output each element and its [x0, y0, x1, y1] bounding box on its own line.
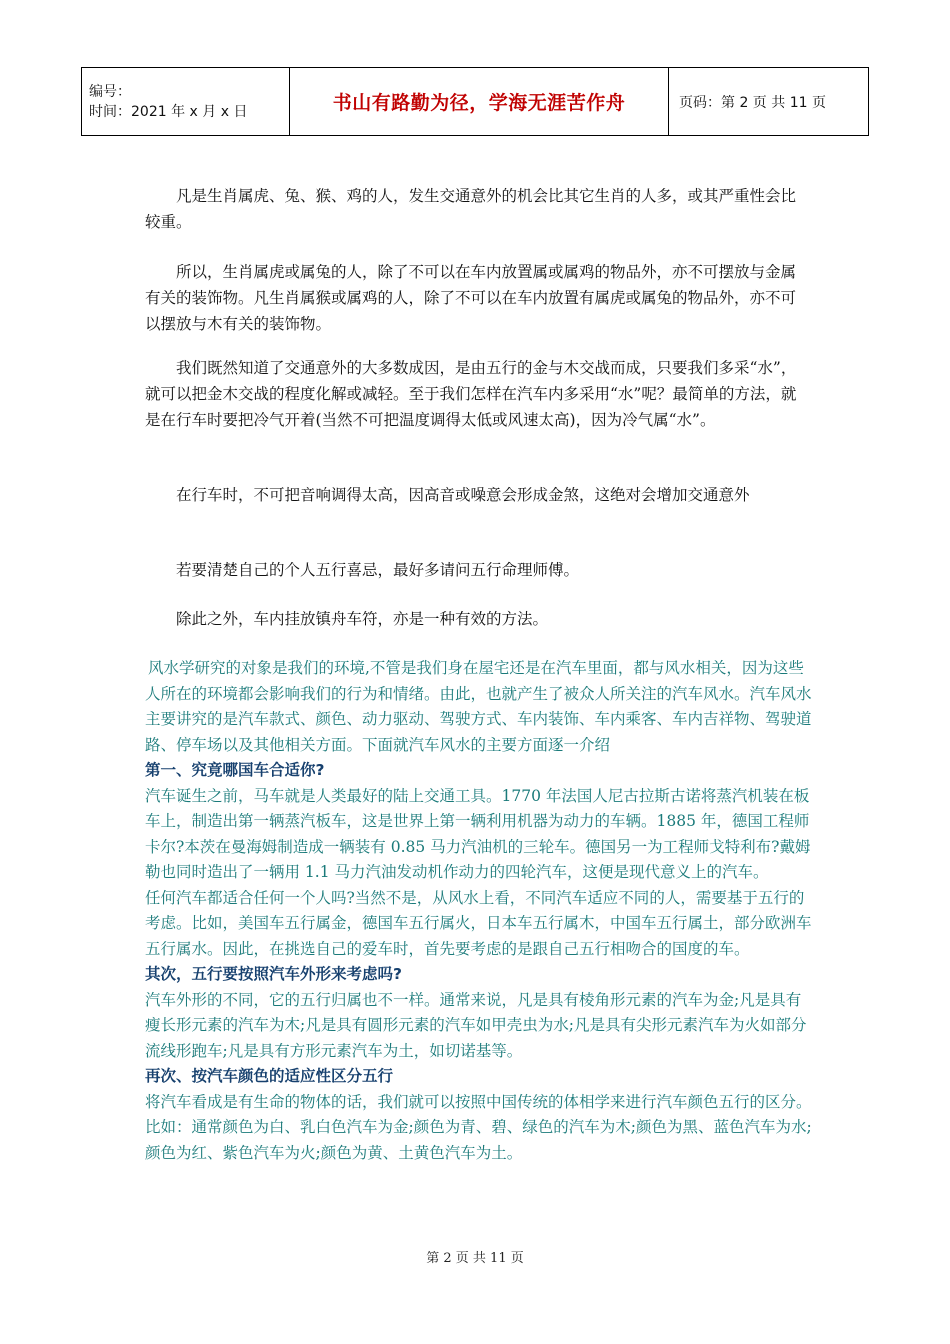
paragraph-5-block: [145, 557, 810, 583]
paragraph-3-block: [145, 355, 810, 433]
article-intro: 风水学研究的对象是我们的环境,不管是我们身在屋宅还是在汽车里面，都与风水相关，因为这些人所在的环境都会影响我们的行为和情绪。由此，也就产生了被众人所关注的汽车风水。汽车风水主要讲究的是汽车款式、颜色、动力驱动、驾驶方式、车内装饰、车内乘客、车内吉祥物、驾驶道路、停车场以及其他相关方面。下面就汽车风水的主要方面逐一介绍: [145, 659, 812, 754]
heading-country: 第一、究竟哪国车合适你?: [145, 761, 325, 779]
page-footer: 第 2 页 共 11 页: [426, 1251, 524, 1266]
paragraph-3: 我们既然知道了交通意外的大多数成因，是由五行的金与木交战而成，只要我们多采“水”，就可以把金木交战的程度化解或减轻。至于我们怎样在汽车内多采用“水”呢？最简单的方法，就是在行车时要把冷气开着(当然不可把温度调得太低或风速太高)，因为冷气属“水”。: [145, 359, 797, 429]
article-country: 任何汽车都适合任何一个人吗?当然不是，从风水上看，不同汽车适应不同的人，需要基于五行的考虑。比如，美国车五行属金，德国车五行属火，日本车五行属木，中国车五行属土，部分欧洲车五行属水。因此，在挑选自己的爱车时，首先要考虑的是跟自己五行相吻合的国度的车。: [145, 888, 812, 958]
header-motto: 书山有路勤为径，学海无涯苦作舟: [290, 68, 669, 136]
article-shape: 汽车外形的不同，它的五行归属也不一样。通常来说，凡是具有棱角形元素的汽车为金;凡是具有瘦长形元素的汽车为木;凡是具有圆形元素的汽车如甲壳虫为水;凡是具有尖形元素汽车为火如部分流线形跑车;凡是具有方形元素汽车为土，如切诺基等。: [145, 990, 807, 1060]
paragraph-1: 凡是生肖属虎、兔、猴、鸡的人，发生交通意外的机会比其它生肖的人多，或其严重性会比较重。: [145, 187, 797, 231]
number-label: 编号：: [89, 83, 131, 100]
header-page-label: 页码：第 2 页 共 11 页: [669, 68, 869, 136]
paragraph-5: 若要清楚自己的个人五行喜忌，最好多请问五行命理师傅。: [176, 561, 580, 579]
article-section: [145, 656, 813, 1166]
heading-color: 再次、按汽车颜色的适应性区分五行: [145, 1067, 394, 1085]
paragraph-2: 所以，生肖属虎或属兔的人，除了不可以在车内放置属或属鸡的物品外，亦不可摆放与金属有关的装饰物。凡生肖属猴或属鸡的人，除了不可以在车内放置有属虎或属兔的物品外，亦不可以摆放与木有关的装饰物。: [145, 263, 797, 333]
date-label: 时间：2021 年 x 月 x 日: [89, 103, 248, 120]
paragraph-2-block: [145, 259, 810, 337]
paragraph-4: 在行车时，不可把音响调得太高，因高音或噪意会形成金煞，这绝对会增加交通意外: [176, 486, 750, 504]
article-color: 将汽车看成是有生命的物体的话，我们就可以按照中国传统的体相学来进行汽车颜色五行的区分。比如：通常颜色为白、乳白色汽车为金;颜色为青、碧、绿色的汽车为木;颜色为黑、蓝色汽车为水;颜色为红、紫色汽车为火;颜色为黄、土黄色汽车为土。: [145, 1092, 812, 1162]
heading-shape: 其次，五行要按照汽车外形来考虑吗?: [145, 965, 402, 983]
paragraph-6: 除此之外，车内挂放镇舟车符，亦是一种有效的方法。: [176, 610, 549, 628]
header-info-cell: [82, 68, 290, 136]
article-history: 汽车诞生之前，马车就是人类最好的陆上交通工具。1770 年法国人尼古拉斯古诺将蒸汽机装在板车上，制造出第一辆蒸汽板车，这是世界上第一辆利用机器为动力的车辆。1885 年，德国工程师卡尔?本茨在曼海姆制造成一辆装有 0.85 马力汽油机的三轮车。德国另一为工程师戈特利布?戴姆勒也同时造出了一辆用 1.1 马力汽油发动机作动力的四轮汽车，这便是现代意义上的汽车。: [145, 786, 811, 881]
header-table: [81, 67, 869, 136]
paragraph-1-block: [145, 183, 810, 235]
paragraph-6-block: [145, 606, 810, 632]
paragraph-4-block: [145, 482, 810, 508]
